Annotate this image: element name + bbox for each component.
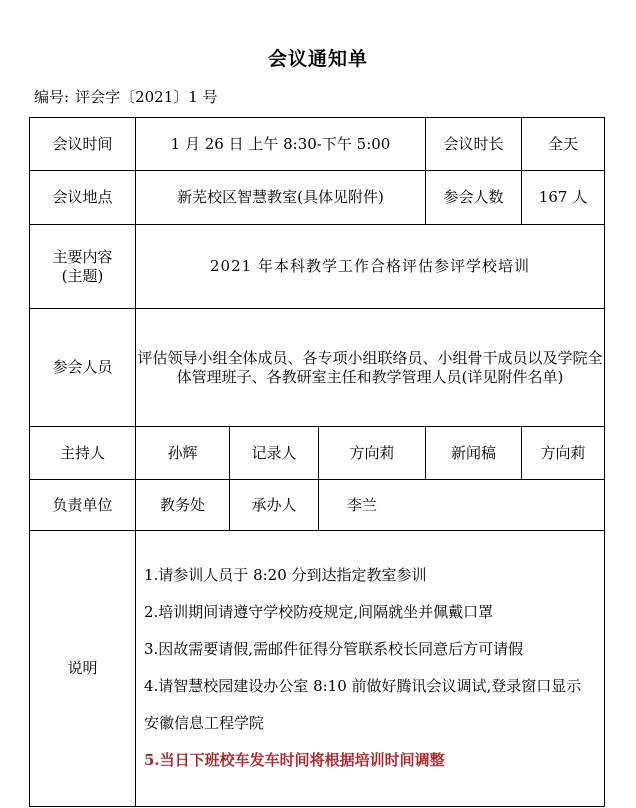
organizer-label: 承办人: [230, 480, 319, 531]
host-value: 孙辉: [136, 427, 230, 480]
participants-row: [30, 309, 605, 427]
press-value: 方向莉: [522, 427, 605, 480]
document-number: [34, 86, 218, 107]
recorder-label: 记录人: [230, 427, 319, 480]
recorder-value: 方向莉: [319, 427, 426, 480]
host-row: [30, 427, 605, 480]
notes-row: [30, 531, 605, 807]
meeting-form-table: [29, 117, 605, 807]
document-title: 会议通知单: [267, 48, 368, 70]
meeting-place-row: [30, 171, 605, 225]
meeting-topic-label-line2: (主题): [61, 266, 104, 285]
meeting-time-row: [30, 118, 605, 171]
note-item: 3.因故需要请假,需邮件征得分管联系校长同意后方可请假: [144, 639, 524, 658]
department-label: 负责单位: [30, 480, 136, 531]
meeting-place-label: 会议地点: [30, 171, 136, 225]
meeting-duration-label: 会议时长: [426, 118, 522, 171]
meeting-duration-value: 全天: [522, 118, 605, 171]
meeting-time-label: 会议时间: [30, 118, 136, 171]
meeting-time-value: 1 月 26 日 上午 8:30-下午 5:00: [136, 118, 426, 171]
document-number-value: 评会字〔2021〕1 号: [75, 88, 218, 106]
department-row: [30, 480, 605, 531]
note-item-highlight: 5.当日下班校车发车时间将根据培训时间调整: [144, 750, 445, 769]
attendee-count-label: 参会人数: [426, 171, 522, 225]
note-item: 1.请参训人员于 8:20 分到达指定教室参训: [144, 565, 427, 584]
note-item: 4.请智慧校园建设办公室 8:10 前做好腾讯会议调试,登录窗口显示安徽信息工程学院: [144, 676, 582, 732]
notes-label: 说明: [30, 531, 136, 807]
meeting-topic-row: [30, 225, 605, 309]
notes-list: [136, 531, 605, 807]
meeting-place-value: 新芜校区智慧教室(具体见附件): [136, 171, 426, 225]
meeting-topic-label: [30, 225, 136, 309]
participants-label: 参会人员: [30, 309, 136, 427]
document-number-label: 编号:: [34, 88, 70, 106]
host-label: 主持人: [30, 427, 136, 480]
press-label: 新闻稿: [426, 427, 522, 480]
department-value: 教务处: [136, 480, 230, 531]
meeting-topic-value: 2021 年本科教学工作合格评估参评学校培训: [136, 225, 605, 309]
participants-value: 评估领导小组全体成员、各专项小组联络员、小组骨干成员以及学院全体管理班子、各教研室主任和教学管理人员(详见附件名单): [136, 309, 605, 427]
attendee-count-value: 167 人: [522, 171, 605, 225]
organizer-value: 李兰: [319, 480, 605, 531]
note-item: 2.培训期间请遵守学校防疫规定,间隔就坐并佩戴口罩: [144, 602, 494, 621]
meeting-topic-label-line1: 主要内容: [52, 247, 113, 266]
